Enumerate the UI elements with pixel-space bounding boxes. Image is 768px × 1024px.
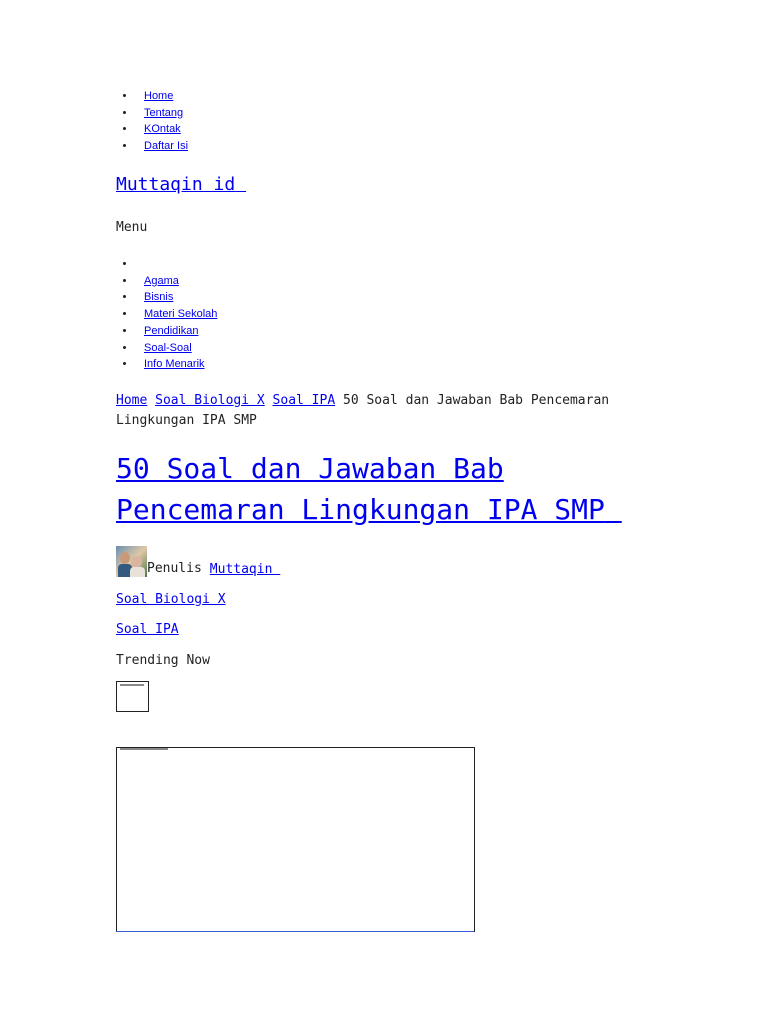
author-avatar xyxy=(116,546,147,577)
category-item-soal-soal xyxy=(136,340,217,357)
author-link[interactable] xyxy=(210,562,280,577)
trending-label: Trending Now xyxy=(116,653,210,668)
frame-divider xyxy=(116,931,474,932)
category-link-pendidikan[interactable]: Pendidikan xyxy=(144,324,199,337)
frame-broken-image-icon xyxy=(120,748,168,750)
category-link-materi-sekolah[interactable]: Materi Sekolah xyxy=(144,308,218,321)
post-tag-soal-ipa xyxy=(116,622,179,637)
breadcrumb-home[interactable]: Home xyxy=(116,393,148,408)
post-tag-link-soal-biologi-x[interactable]: Soal Biologi X xyxy=(116,592,226,607)
thumbnail-broken-image-icon xyxy=(120,684,144,686)
top-nav-link-home[interactable]: Home xyxy=(144,90,174,102)
category-item-bisnis xyxy=(136,289,217,306)
top-nav-item-kontak xyxy=(136,121,188,138)
category-item-pendidikan xyxy=(136,323,217,340)
breadcrumb xyxy=(116,391,661,431)
top-nav-link-kontak[interactable]: KOntak xyxy=(144,123,181,136)
top-nav-item-tentang xyxy=(136,105,188,122)
category-item-empty xyxy=(136,256,217,273)
category-nav xyxy=(136,256,217,373)
menu-label: Menu xyxy=(116,220,148,235)
category-link-agama[interactable]: Agama xyxy=(144,274,179,287)
top-nav-link-daftar-isi[interactable]: Daftar Isi xyxy=(144,140,189,153)
category-item-materi-sekolah xyxy=(136,306,217,323)
site-title xyxy=(116,174,246,195)
post-tag-soal-biologi-x xyxy=(116,592,226,607)
post-title xyxy=(116,448,676,530)
top-nav xyxy=(136,88,188,155)
site-title-text: Muttaqin id xyxy=(116,174,236,195)
top-nav-link-tentang[interactable]: Tentang xyxy=(144,106,184,119)
breadcrumb-soal-biologi-x[interactable]: Soal Biologi X xyxy=(155,393,265,408)
author-name: Muttaqin xyxy=(209,562,273,577)
category-link-info-menarik[interactable]: Info Menarik xyxy=(144,358,205,371)
category-link-soal-soal[interactable]: Soal-Soal xyxy=(144,341,192,354)
breadcrumb-soal-ipa[interactable]: Soal IPA xyxy=(272,393,336,408)
category-item-info-menarik xyxy=(136,356,217,373)
trending-thumbnail[interactable] xyxy=(116,681,149,712)
post-title-text: 50 Soal dan Jawaban Bab Pencemaran Lingkungan IPA SMP xyxy=(116,452,605,526)
category-item-agama xyxy=(136,273,217,290)
author-row xyxy=(116,546,280,577)
top-nav-item-daftar-isi xyxy=(136,138,188,155)
breadcrumb-current: 50 Soal dan Jawaban Bab Pencemaran Lingkungan IPA SMP xyxy=(116,393,610,428)
site-title-link[interactable] xyxy=(116,174,246,195)
category-link-bisnis[interactable]: Bisnis xyxy=(144,291,174,304)
embedded-frame[interactable] xyxy=(116,747,475,932)
post-tag-link-soal-ipa[interactable]: Soal IPA xyxy=(116,622,179,637)
top-nav-item-home xyxy=(136,88,188,105)
post-title-link[interactable] xyxy=(116,452,622,526)
author-label: Penulis xyxy=(147,561,202,576)
